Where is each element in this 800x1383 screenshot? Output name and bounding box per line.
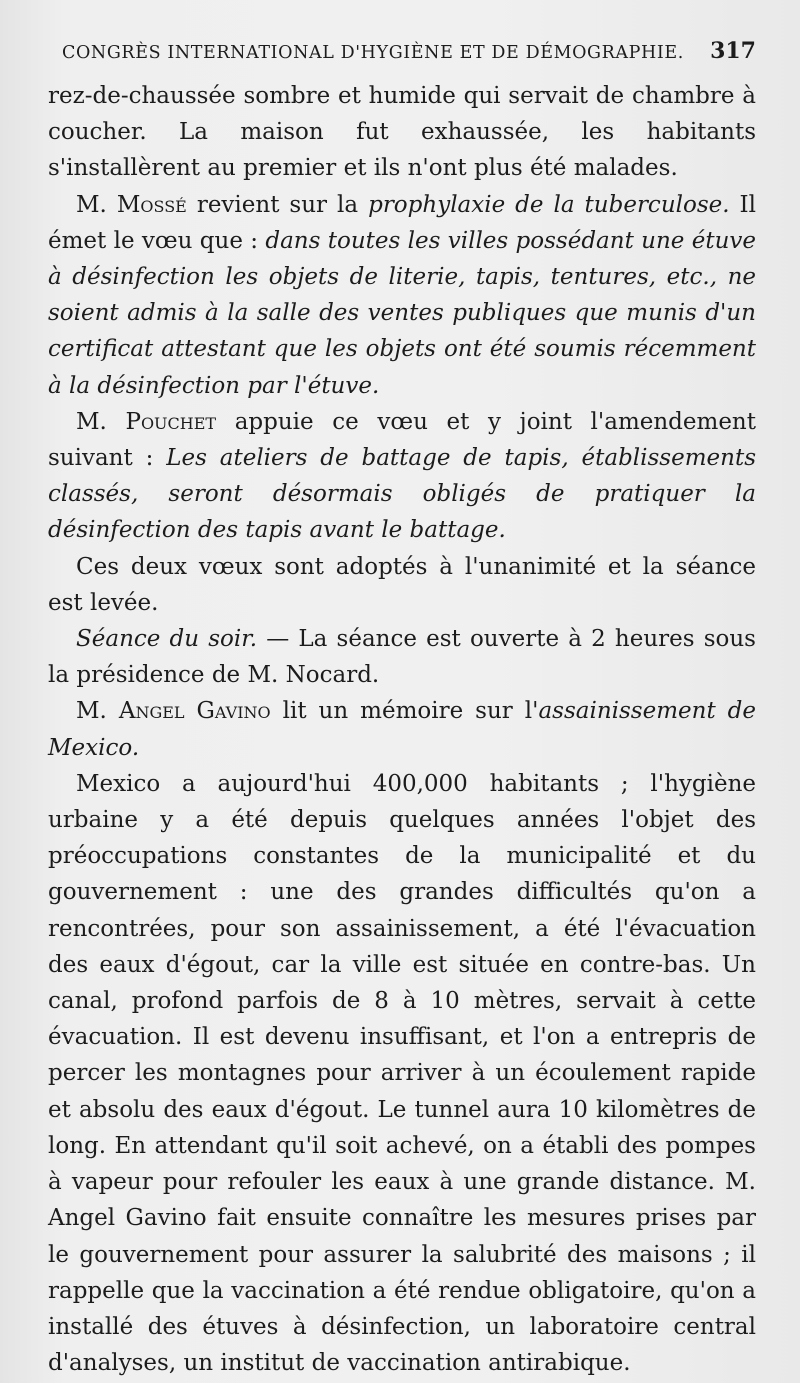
paragraph-adoption bbox=[48, 549, 756, 621]
speaker-name: M. Pouchet bbox=[76, 408, 217, 435]
session-heading: Séance du soir. bbox=[76, 626, 258, 653]
paragraph-evening-session bbox=[48, 621, 756, 693]
paragraph-text: — La séance est ouverte à 2 heures sous la présidence de M. Nocard. bbox=[48, 626, 756, 689]
paragraph-continuation bbox=[48, 78, 756, 187]
running-head-title: CONGRÈS INTERNATIONAL D'HYGIÈNE ET DE DÉMOGRAPHIE. bbox=[62, 43, 684, 63]
paragraph-text: appuie ce vœu et y joint l'amendement suivant : bbox=[48, 408, 756, 472]
paragraph-text: Mexico a aujourd'hui 400,000 habitants ; l'hygiène urbaine y a été depuis quelques années l'objet des préoccupations constantes de la municipalité et du gouvernement : une des grandes difficultés qu'on a rencontrées, pour son assainissement, a été l'évacuation des eaux d'égout, car la ville est située en contre-bas. Un canal, profond parfois de 8 à 10 mètres, servait à cette évacuation. Il est devenu insuffisant, et l'on a entrepris de percer les montagnes pour arriver à un écoulement rapide et absolu des eaux d'égout. Le tunnel aura 10 kilomètres de long. En attendant qu'il soit achevé, on a établi des pompes à vapeur pour refouler les eaux à une grande distance. M. Angel Gavino fait ensuite connaître les mesures prises par le gouvernement pour assurer la salubrité des maisons ; il rappelle que la vaccination a été rendue obligatoire, qu'on a installé des étuves à désinfection, un laboratoire central d'analyses, un institut de vaccination antirabique. bbox=[48, 770, 756, 1377]
paragraph-pouchet bbox=[48, 404, 756, 549]
paragraph-text: Ces deux vœux sont adoptés à l'unanimité et la séance est levée. bbox=[48, 553, 756, 616]
italic-phrase: prophylaxie de la tuberculose. bbox=[368, 191, 730, 218]
amendment-quote: Les ateliers de battage de tapis, établissements classés, seront désormais obligés de pratiquer la désinfection des tapis avant le battage. bbox=[48, 445, 756, 544]
paragraph-gavino bbox=[48, 693, 756, 765]
paragraph-text: Il émet le vœu que : bbox=[48, 191, 756, 254]
body-text bbox=[48, 78, 756, 1381]
running-head bbox=[48, 38, 756, 78]
paragraph-mexico bbox=[48, 766, 756, 1381]
vote-quote: dans toutes les villes possédant une étuve à désinfection les objets de literie, tapis, tentures, etc., ne soient admis à la salle des ventes publiques que munis d'un certificat attestant que les objets ont été soumis récemment à la désinfection par l'étuve. bbox=[48, 227, 757, 399]
paragraph-text: revient sur la bbox=[186, 191, 369, 218]
paragraph-mosse bbox=[48, 187, 756, 404]
paragraph-text: lit un mémoire sur l' bbox=[270, 698, 539, 725]
italic-phrase: assainissement de Mexico. bbox=[48, 698, 756, 761]
paragraph-text: rez-de-chaussée sombre et humide qui servait de chambre à coucher. La maison fut exhaussée, les habitants s'installèrent au premier et ils n'ont plus été malades. bbox=[48, 83, 756, 182]
speaker-name: M. Mossé bbox=[76, 191, 187, 218]
page-number: 317 bbox=[710, 38, 756, 64]
speaker-name: M. Angel Gavino bbox=[76, 698, 271, 725]
